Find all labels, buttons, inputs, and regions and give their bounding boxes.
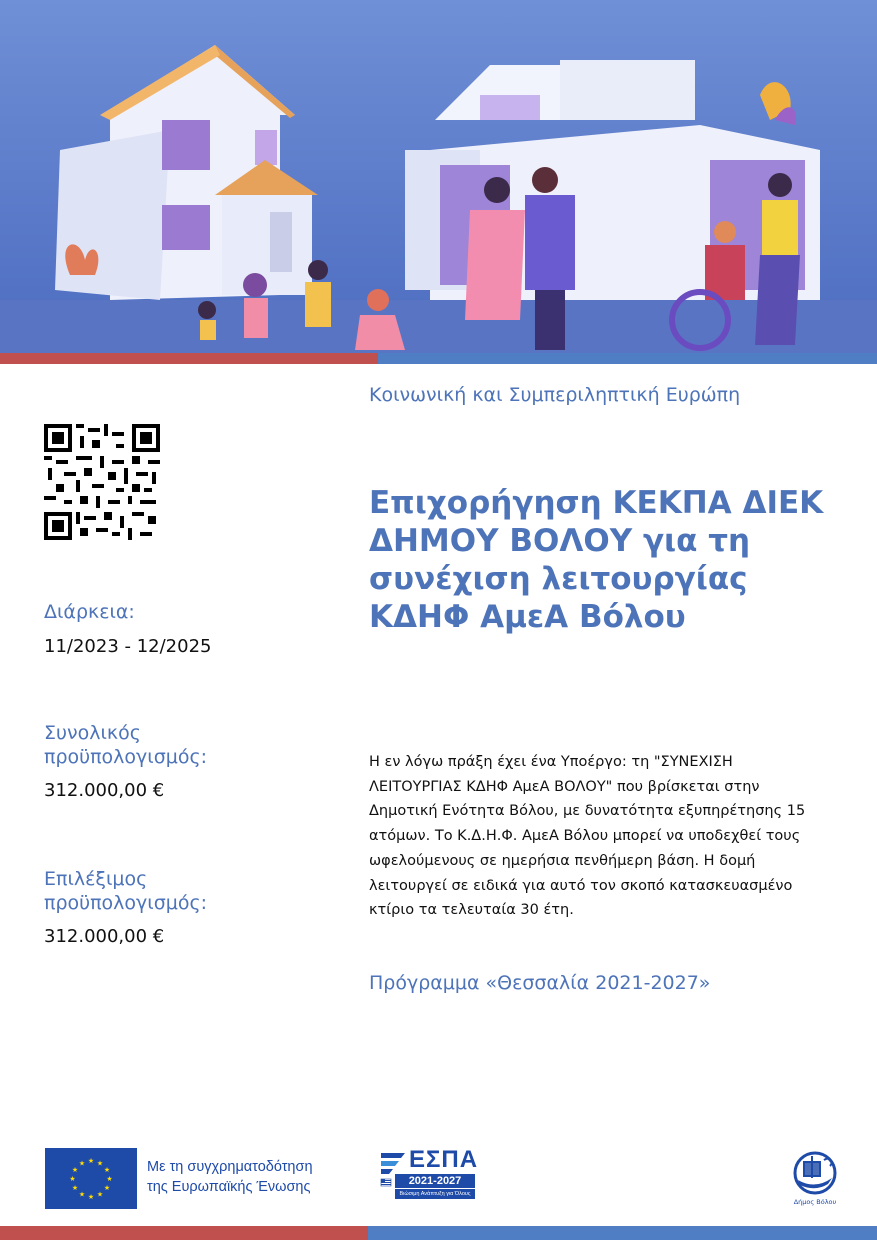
duration-label: Διάρκεια: (44, 601, 135, 623)
svg-text:★: ★ (96, 1190, 104, 1199)
duration-value: 11/2023 - 12/2025 (44, 636, 212, 657)
svg-text:★: ★ (96, 1159, 104, 1168)
eu-flag-icon (45, 1148, 137, 1209)
qr-code-icon (44, 424, 160, 540)
svg-text:★: ★ (69, 1175, 76, 1183)
total-budget-label: Συνολικός προϋπολογισμός: (44, 722, 208, 768)
svg-text:★: ★ (103, 1184, 111, 1192)
svg-text:★: ★ (103, 1166, 111, 1174)
top-divider-blue (378, 353, 877, 364)
project-description: Η εν λόγω πράξη έχει ένα Υποέργο: τη "ΣΥΝΕΧΙΣΗ ΛΕΙΤΟΥΡΓΙΑΣ ΚΔΗΦ ΑμεΑ ΒΟΛΟΥ" που βρίσκεται στην Δημοτική Ενότητα Βόλου, με δυνατότητα εξυπηρέτησης 15 ατόμων. Το Κ.Δ.Η.Φ. ΑμεΑ Βόλου μπορεί να υποδεχθεί τους ωφελούμενους σε ημερήσια πενθήμερη βάση. Η δομή λειτουργεί σε ειδικά για αυτό τον σκοπό κατασκευασμένο κτίριο τα τελευταία 30 έτη. (369, 754, 806, 919)
eu-text-line-1: Με τη συγχρηματοδότηση (147, 1159, 313, 1175)
total-budget-value: 312.000,00 € (44, 780, 165, 801)
eligible-budget-value: 312.000,00 € (44, 926, 165, 947)
program-name: Πρόγραμμα «Θεσσαλία 2021-2027» (369, 972, 711, 994)
houses-with-families-illustration (0, 0, 877, 353)
eu-text-line-2: της Ευρωπαϊκής Ένωσης (147, 1179, 311, 1195)
svg-text:★: ★ (87, 1157, 95, 1165)
project-title: Επιχορήγηση ΚΕΚΠΑ ΔΙΕΚ ΔΗΜΟΥ ΒΟΛΟΥ για τη συνέχιση λειτουργίας ΚΔΗΦ ΑμεΑ Βόλου (369, 485, 824, 635)
svg-text:★: ★ (71, 1184, 79, 1192)
svg-text:★: ★ (106, 1175, 113, 1183)
category-heading: Κοινωνική και Συμπεριληπτική Ευρώπη (369, 384, 741, 406)
eu-cofunding-text (147, 1157, 377, 1197)
bottom-divider-red (0, 1226, 368, 1240)
svg-text:★: ★ (71, 1166, 79, 1174)
espa-years: 2021-2027 (395, 1174, 475, 1188)
svg-text:★: ★ (87, 1193, 95, 1201)
eligible-budget-label: Επιλέξιμος προϋπολογισμός: (44, 868, 208, 914)
svg-text:★: ★ (78, 1190, 86, 1199)
volos-municipality-name: Δήμος Βόλου (793, 1198, 837, 1206)
top-divider-red (0, 353, 378, 364)
espa-name: ΕΣΠΑ (409, 1146, 479, 1173)
bottom-divider-blue (368, 1226, 877, 1240)
hero-illustration (0, 0, 877, 353)
svg-text:★: ★ (78, 1159, 86, 1168)
espa-tagline: Βιώσιμη Ανάπτυξη για Όλους (395, 1189, 475, 1199)
